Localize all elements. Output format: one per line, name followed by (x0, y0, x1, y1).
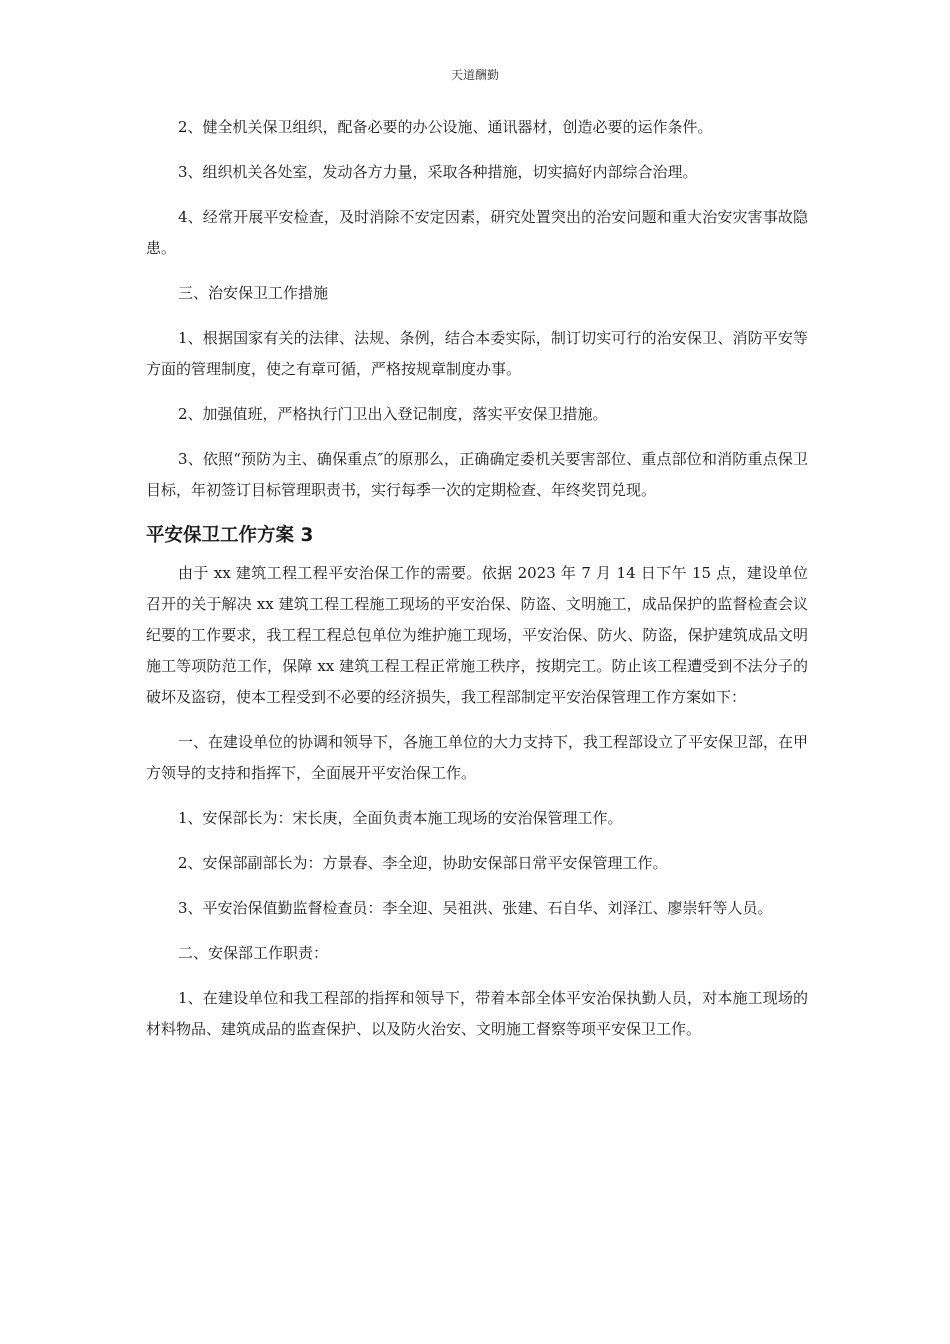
paragraph: 2、加强值班，严格执行门卫出入登记制度，落实平安保卫措施。 (178, 405, 608, 423)
page-header: 天道酬勤 (450, 68, 499, 82)
paragraph: 1、在建设单位和我工程部的指挥和领导下，带着本部全体平安治保执勤人员，对本施工现场的材料物品、建筑成品的监查保护、以及防火治安、文明施工督察等项平安保卫工作。 (146, 989, 808, 1038)
paragraph: 2、安保部副部长为：方景春、李全迎，协助安保部日常平安保管理工作。 (178, 854, 668, 872)
paragraph: 3、组织机关各处室，发动各方力量，采取各种措施，切实搞好内部综合治理。 (178, 163, 698, 181)
paragraph: 1、根据国家有关的法律、法规、条例，结合本委实际，制订切实可行的治安保卫、消防平安等方面的管理制度，使之有章可循，严格按规章制度办事。 (146, 329, 808, 378)
section-title: 平安保卫工作方案 3 (146, 525, 314, 546)
section-subheading: 二、安保部工作职责： (178, 944, 329, 962)
paragraph: 一、在建设单位的协调和领导下，各施工单位的大力支持下，我工程部设立了平安保卫部，在甲方领导的支持和指挥下，全面展开平安治保工作。 (146, 733, 809, 782)
paragraph: 2、健全机关保卫组织，配备必要的办公设施、通讯器材，创造必要的运作条件。 (178, 118, 713, 136)
paragraph: 由于 xx 建筑工程工程平安治保工作的需要。依据 2023 年 7 月 14 日下午 15 点，建设单位召开的关于解决 xx 建筑工程工程施工现场的平安治保、防盗、文明施工，成品保护的监督检查会议纪要的工作要求，我工程工程总包单位为维护施工现场，平安治保、防火、防盗，保护建筑成品文明施工等项防范工作，保障 xx 建筑工程工程正常施工秩序，按期完工。防止该工程遭受到不法分子的破坏及盗窃，使本工程受到不必要的经济损失，我工程部制定平安治保管理工作方案如下： (146, 564, 808, 706)
paragraph: 3、平安治保值勤监督检查员：李全迎、吴祖洪、张建、石自华、刘泽江、廖崇轩等人员。 (178, 899, 773, 917)
section-subheading: 三、治安保卫工作措施 (178, 284, 329, 302)
paragraph: 1、安保部长为：宋长庚，全面负责本施工现场的安治保管理工作。 (178, 809, 623, 827)
paragraph: 3、依照“预防为主、确保重点″的原那么，正确确定委机关要害部位、重点部位和消防重点保卫目标，年初签订目标管理职责书，实行每季一次的定期检查、年终奖罚兑现。 (146, 450, 808, 499)
paragraph: 4、经常开展平安检查，及时消除不安定因素，研究处置突出的治安问题和重大治安灾害事故隐患。 (146, 208, 808, 257)
document-body (146, 112, 808, 1059)
